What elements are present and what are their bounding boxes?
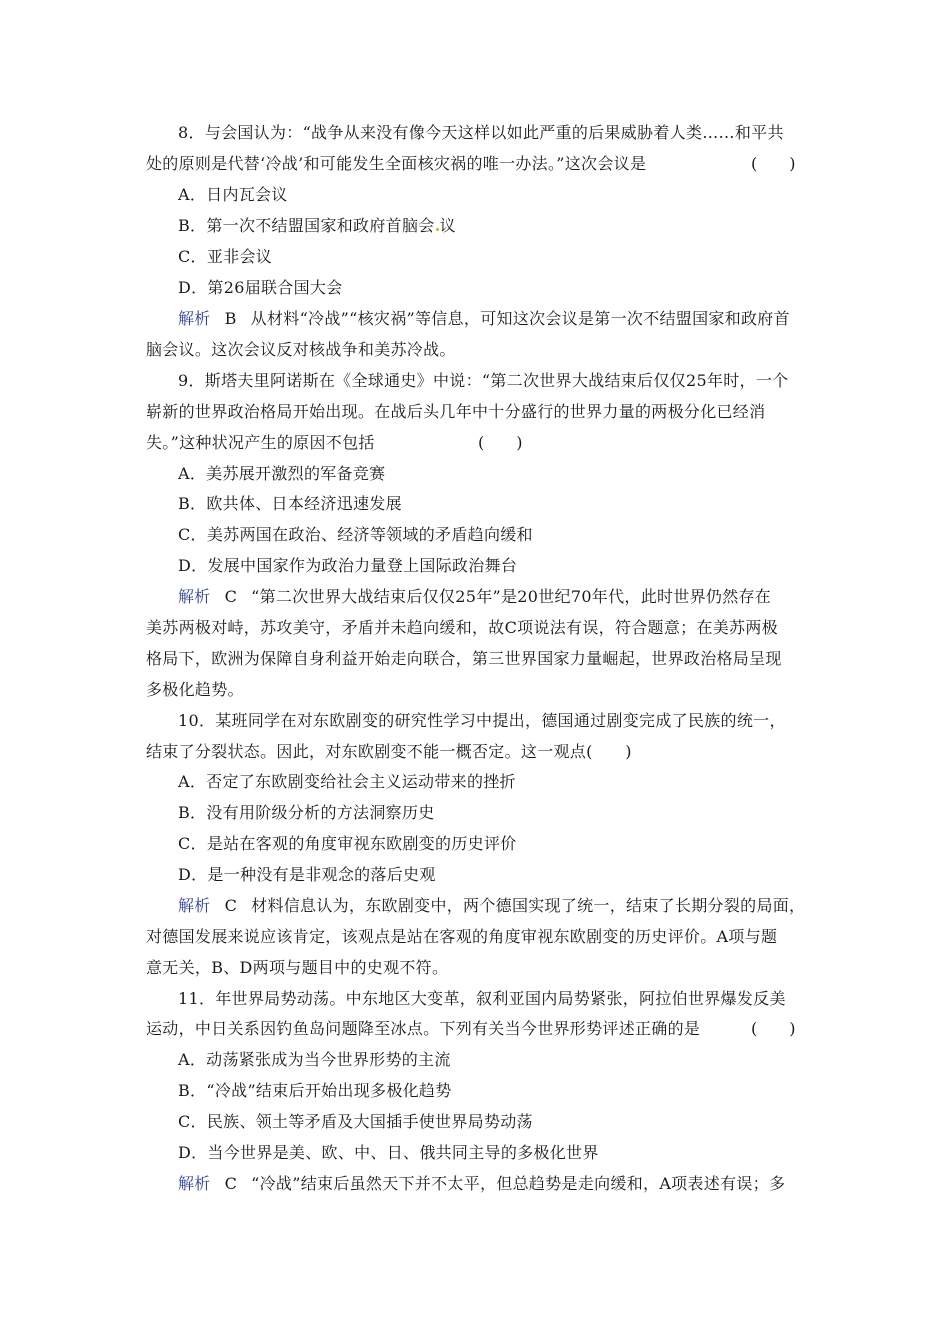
q11-answer-paren: ( ) [751, 1019, 796, 1038]
q11-analysis-line1 [178, 1174, 785, 1194]
q10-option-b: B．没有用阶级分析的方法洞察历史 [178, 803, 435, 822]
q10-option-c: C．是站在客观的角度审视东欧剧变的历史评价 [178, 834, 517, 853]
q8-option-b-tail: 议 [439, 216, 456, 235]
q8-option-b [178, 216, 456, 236]
q10-analysis-line3: 意无关，B、D两项与题目中的史观不符。 [146, 958, 449, 977]
q9-option-c: C．美苏两国在政治、经济等领域的矛盾趋向缓和 [178, 525, 533, 544]
q9-stem-line2: 崭新的世界政治格局开始出现。在战后头几年中十分盛行的世界力量的两极分化已经消 [146, 402, 766, 421]
q10-option-a: A．否定了东欧剧变给社会主义运动带来的挫折 [178, 772, 516, 791]
answer-letter: B [224, 309, 237, 328]
q8-stem-line1: 8．与会国认为：“战争从来没有像今天这样以如此严重的后果威胁着人类……和平共 [178, 123, 784, 142]
analysis-label: 解析 [178, 896, 211, 915]
analysis-text: “冷战”结束后虽然天下并不太平，但总趋势是走向缓和，A项表述有误；多 [251, 1174, 786, 1193]
q10-stem-line2: 结束了分裂状态。因此，对东欧剧变不能一概否定。这一观点( ) [146, 742, 632, 761]
analysis-text: 从材料“冷战”“核灾祸”等信息，可知这次会议是第一次不结盟国家和政府首 [250, 309, 790, 328]
q11-stem-line1: 11．年世界局势动荡。中东地区大变革，叙利亚国内局势紧张，阿拉伯世界爆发反美 [178, 989, 786, 1008]
answer-letter: C [224, 896, 238, 915]
analysis-label: 解析 [178, 309, 211, 328]
q9-analysis-line2: 美苏两极对峙，苏攻美守，矛盾并未趋向缓和，故C项说法有误，符合题意；在美苏两极 [146, 618, 778, 637]
analysis-label: 解析 [178, 1174, 211, 1193]
yellow-dot-mark [436, 228, 439, 231]
q8-option-c: C．亚非会议 [178, 247, 273, 266]
q9-option-a: A．美苏展开激烈的军备竞赛 [178, 464, 386, 483]
q9-option-d: D．发展中国家作为政治力量登上国际政治舞台 [178, 556, 518, 575]
q10-analysis-line2: 对德国发展来说应该肯定，该观点是站在客观的角度审视东欧剧变的历史评价。A项与题 [146, 927, 778, 946]
q8-option-d: D．第26届联合国大会 [178, 278, 343, 297]
analysis-text: 材料信息认为，东欧剧变中，两个德国实现了统一，结束了长期分裂的局面， [251, 896, 806, 915]
analysis-label: 解析 [178, 587, 211, 606]
q11-option-c: C．民族、领土等矛盾及大国插手使世界局势动荡 [178, 1112, 533, 1131]
q11-option-a: A．动荡紧张成为当今世界形势的主流 [178, 1050, 451, 1069]
q9-analysis-line4: 多极化趋势。 [146, 680, 244, 699]
answer-letter: C [224, 1174, 238, 1193]
q9-analysis-line3: 格局下，欧洲为保障自身利益开始走向联合，第三世界国家力量崛起，世界政治格局呈现 [146, 649, 782, 668]
q8-analysis-line1 [178, 309, 790, 329]
analysis-text: “第二次世界大战结束后仅仅25年”是20世纪70年代，此时世界仍然存在 [251, 587, 772, 606]
q9-option-b: B．欧共体、日本经济迅速发展 [178, 494, 402, 513]
q11-option-b: B．“冷战”结束后开始出现多极化趋势 [178, 1081, 452, 1100]
q11-stem-line2: 运动，中日关系因钓鱼岛问题降至冰点。下列有关当今世界形势评述正确的是 [146, 1019, 701, 1038]
q9-stem-line1: 9．斯塔夫里阿诺斯在《全球通史》中说：“第二次世界大战结束后仅仅25年时，一个 [178, 371, 789, 390]
q11-option-d: D．当今世界是美、欧、中、日、俄共同主导的多极化世界 [178, 1143, 599, 1162]
q9-answer-paren: ( ) [478, 433, 523, 452]
q8-option-b-text: B．第一次不结盟国家和政府首脑会 [178, 216, 435, 235]
q10-option-d: D．是一种没有是非观念的落后史观 [178, 865, 436, 884]
answer-letter: C [224, 587, 238, 606]
q10-stem-line1: 10．某班同学在对东欧剧变的研究性学习中提出，德国通过剧变完成了民族的统一， [178, 711, 786, 730]
q8-stem-line2: 处的原则是代替‘冷战’和可能发生全面核灾祸的唯一办法。”这次会议是 [146, 154, 647, 173]
q9-stem-line3: 失。”这种状况产生的原因不包括 [146, 433, 375, 452]
q9-analysis-line1 [178, 587, 771, 607]
q8-option-a: A．日内瓦会议 [178, 185, 288, 204]
q8-analysis-line2: 脑会议。这次会议反对核战争和美苏冷战。 [146, 340, 456, 359]
q8-answer-paren: ( ) [751, 154, 796, 173]
q10-analysis-line1 [178, 896, 805, 916]
